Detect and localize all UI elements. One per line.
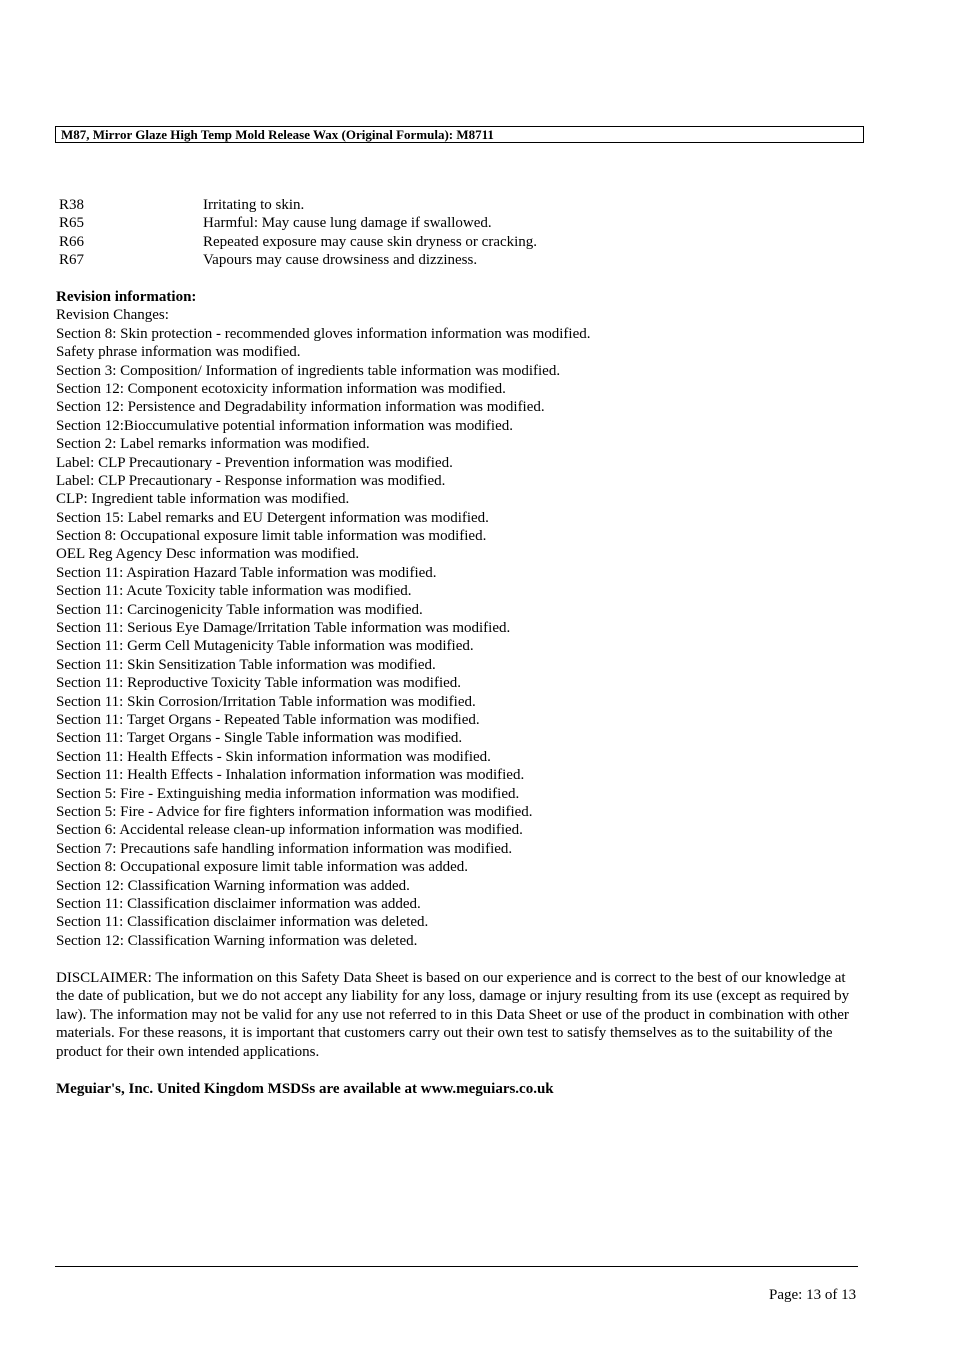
revision-change-item: Section 11: Health Effects - Skin information information was modified. xyxy=(56,748,491,765)
risk-phrase-text: Irritating to skin. xyxy=(203,197,305,213)
msds-availability-note: Meguiar's, Inc. United Kingdom MSDSs are available at www.meguiars.co.uk xyxy=(56,1081,554,1097)
revision-change-item: Section 11: Classification disclaimer information was added. xyxy=(56,895,421,912)
risk-phrase-code: R65 xyxy=(59,215,85,232)
document-title: M87, Mirror Glaze High Temp Mold Release Wax (Original Formula): M8711 xyxy=(61,127,494,142)
footer-divider xyxy=(55,1266,858,1267)
revision-change-item: Section 11: Reproductive Toxicity Table information was modified. xyxy=(56,675,462,692)
revision-change-item: Section 11: Skin Corrosion/Irritation Table information was modified. xyxy=(56,693,476,710)
revision-change-item: Section 11: Target Organs - Repeated Table information was modified. xyxy=(56,711,480,728)
revision-change-item: Section 5: Fire - Advice for fire fighters information information was modified. xyxy=(56,803,533,820)
revision-change-item: Section 12: Persistence and Degradability information information was modified. xyxy=(56,399,545,416)
risk-phrase-list xyxy=(59,196,537,270)
revision-change-item: Section 8: Occupational exposure limit table information was modified. xyxy=(56,528,487,545)
risk-phrase-code: R66 xyxy=(59,233,85,250)
risk-phrase-text: Vapours may cause drowsiness and dizziness. xyxy=(203,252,478,269)
revision-change-item: Section 11: Classification disclaimer information was deleted. xyxy=(56,914,429,931)
risk-phrase-row xyxy=(59,233,537,251)
revision-change-item: Label: CLP Precautionary - Prevention information was modified. xyxy=(56,454,453,471)
revision-change-item: Section 6: Accidental release clean-up information information was modified. xyxy=(56,822,523,839)
revision-change-item: Section 3: Composition/ Information of ingredients table information was modified. xyxy=(56,362,561,379)
revision-section xyxy=(56,288,590,950)
revision-change-item: Section 11: Acute Toxicity table information was modified. xyxy=(56,583,412,600)
risk-phrase-row xyxy=(59,251,537,269)
risk-phrase-text: Repeated exposure may cause skin dryness or cracking. xyxy=(203,233,538,250)
revision-change-item: Section 8: Skin protection - recommended gloves information information was modified. xyxy=(56,325,591,342)
page-number: Page: 13 of 13 xyxy=(769,1287,857,1303)
revision-change-item: Section 15: Label remarks and EU Detergent information was modified. xyxy=(56,509,489,526)
revision-change-item: CLP: Ingredient table information was modified. xyxy=(56,491,350,508)
disclaimer-text: DISCLAIMER: The information on this Safety Data Sheet is based on our experience and is correct to the best of our knowledge at the date of publication, but we do not accept any liability for any loss, damage or injury resulting from its use (except as required by law). The information may not be valid for any use not referred to in this Data Sheet or use of the product in combination with other materials. For these reasons, it is important that customers carry out their own test to satisfy themselves as to the suitability of the product for their own intended applications. xyxy=(56,970,850,1060)
risk-phrase-row xyxy=(59,214,537,232)
revision-change-item: Section 11: Germ Cell Mutagenicity Table information was modified. xyxy=(56,638,474,655)
revision-change-item: Section 12: Classification Warning information was deleted. xyxy=(56,932,418,949)
revision-change-item: Section 8: Occupational exposure limit table information was added. xyxy=(56,859,468,876)
revision-change-item: Section 11: Health Effects - Inhalation information information was modified. xyxy=(56,767,525,784)
revision-change-item: Section 7: Precautions safe handling information information was modified. xyxy=(56,840,513,857)
risk-phrase-text: Harmful: May cause lung damage if swallowed. xyxy=(203,215,492,232)
revision-change-item: OEL Reg Agency Desc information was modified. xyxy=(56,546,360,563)
revision-change-item: Section 2: Label remarks information was modified. xyxy=(56,436,370,453)
revision-change-item: Section 5: Fire - Extinguishing media information information was modified. xyxy=(56,785,520,802)
revision-change-item: Section 12: Classification Warning information was added. xyxy=(56,877,410,894)
revision-change-item: Section 11: Carcinogenicity Table information was modified. xyxy=(56,601,423,618)
revision-change-item: Label: CLP Precautionary - Response information was modified. xyxy=(56,472,446,489)
revision-change-item: Safety phrase information was modified. xyxy=(56,344,301,361)
risk-phrase-code: R38 xyxy=(59,197,85,213)
revision-subheading: Revision Changes: xyxy=(56,307,169,324)
revision-change-item: Section 11: Serious Eye Damage/Irritation Table information was modified. xyxy=(56,620,511,637)
revision-change-item: Section 12:Bioccumulative potential information information was modified. xyxy=(56,417,513,434)
revision-change-item: Section 11: Target Organs - Single Table information was modified. xyxy=(56,730,463,747)
revision-change-item: Section 11: Skin Sensitization Table information was modified. xyxy=(56,656,436,673)
risk-phrase-code: R67 xyxy=(59,252,85,269)
document-header xyxy=(55,126,864,143)
risk-phrase-row xyxy=(59,196,537,214)
revision-change-item: Section 12: Component ecotoxicity information information was modified. xyxy=(56,380,506,397)
revision-heading: Revision information: xyxy=(56,289,197,305)
revision-change-item: Section 11: Aspiration Hazard Table information was modified. xyxy=(56,564,437,581)
